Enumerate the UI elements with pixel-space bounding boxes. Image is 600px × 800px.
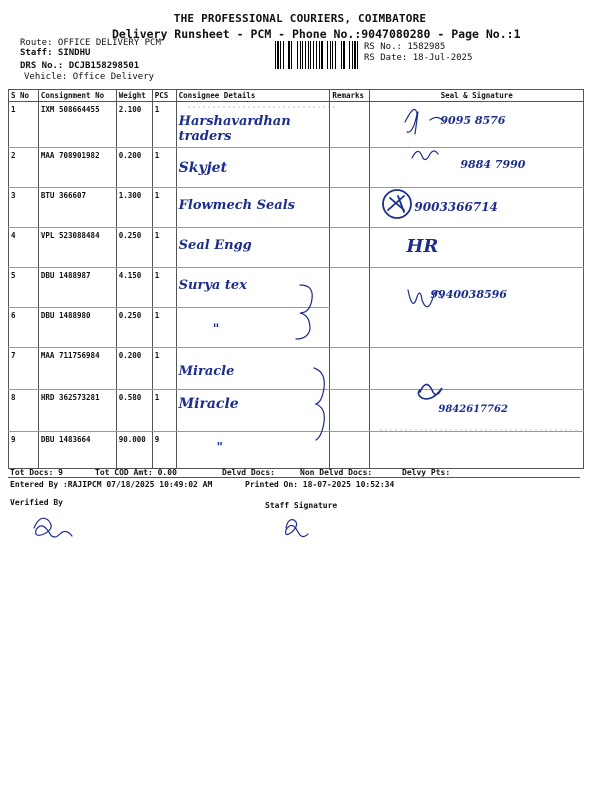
cell-weight: 0.250 (116, 228, 152, 268)
col-remarks: Remarks (330, 90, 370, 102)
cell-consignee: " (176, 308, 330, 348)
cell-weight: 0.580 (116, 390, 152, 432)
cell-pcs: 1 (152, 348, 176, 390)
verified-by-label: Verified By (10, 498, 63, 507)
cell-sno: 1 (9, 102, 39, 148)
staff-signature (286, 520, 308, 537)
signature-row2 (412, 151, 438, 160)
cell-consignment: MAA 711756984 (38, 348, 116, 390)
cell-sno: 2 (9, 148, 39, 188)
col-pcs: PCS (152, 90, 176, 102)
cell-pcs: 1 (152, 188, 176, 228)
total-cod-amount: Tot COD Amt: 0.00 (95, 468, 177, 477)
cell-consignment: IXM 508664455 (38, 102, 116, 148)
total-docs: Tot Docs: 9 (10, 468, 63, 477)
cell-pcs: 1 (152, 148, 176, 188)
cell-pcs: 1 (152, 390, 176, 432)
cell-consignment: VPL 523088484 (38, 228, 116, 268)
route-label: Route: OFFICE DELIVERY PCM (20, 38, 161, 48)
vehicle-label: Vehicle: Office Delivery (24, 72, 155, 82)
col-consignment: Consignment No (38, 90, 116, 102)
signature-row5 (408, 290, 442, 307)
cell-signature: 9095 8576 (370, 102, 584, 148)
cell-signature: 9842617762 (370, 390, 584, 432)
cell-signature: HR (370, 228, 584, 268)
cell-sno: 9 (9, 432, 39, 469)
printed-on: Printed On: 18-07-2025 10:52:34 (245, 480, 395, 489)
brace-row5-6 (296, 285, 312, 339)
cell-consignment: MAA 708901982 (38, 148, 116, 188)
rs-date: RS Date: 18-Jul-2025 (364, 53, 473, 63)
cell-consignment: DBU 1488987 (38, 268, 116, 308)
entered-by: Entered By :RAJIPCM 07/18/2025 10:49:02 AM (10, 480, 213, 489)
cell-sno: 8 (9, 390, 39, 432)
cell-pcs: 1 (152, 102, 176, 148)
cell-consignment: BTU 366607 (38, 188, 116, 228)
stamp-row3-mark (388, 196, 404, 212)
cell-weight: 0.200 (116, 148, 152, 188)
company-name: THE PROFESSIONAL COURIERS, COIMBATORE (173, 12, 427, 25)
cell-consignment: HRD 362573281 (38, 390, 116, 432)
signature-row8 (418, 384, 442, 398)
cell-sno: 6 (9, 308, 39, 348)
drs-number: DRS No.: DCJB158298501 (20, 61, 140, 71)
cell-consignment: DBU 1488980 (38, 308, 116, 348)
runsheet-title: Delivery Runsheet - PCM - Phone No.:9047080280 - Page No.:1 (112, 27, 521, 41)
col-weight: Weight (116, 90, 152, 102)
rs-number: RS No.: 1582985 (364, 42, 446, 52)
cell-pcs: 1 (152, 228, 176, 268)
cell-signature: 9003366714 (370, 188, 584, 228)
brace-row7-8 (314, 368, 324, 440)
col-sno: S No (9, 90, 39, 102)
cell-sno: 4 (9, 228, 39, 268)
cell-sno: 7 (9, 348, 39, 390)
cell-consignee: Miracle (176, 390, 330, 432)
cell-consignee: Seal Engg (176, 228, 330, 268)
verified-by-signature (34, 518, 72, 537)
cell-consignee: " (176, 432, 330, 469)
col-consignee: Consignee Details (176, 90, 330, 102)
delivered-docs: Delvd Docs: (222, 468, 275, 477)
cell-sno: 3 (9, 188, 39, 228)
cell-consignee: Flowmech Seals (176, 188, 330, 228)
cell-weight: 4.150 (116, 268, 152, 308)
cell-consignee: Surya tex (176, 268, 330, 308)
staff-signature-label: Staff Signature (265, 501, 338, 510)
non-delivered-docs: Non Delvd Docs: (300, 468, 373, 477)
cell-consignee: Harshavardhan traders (176, 102, 330, 148)
cell-pcs: 9 (152, 432, 176, 469)
cell-weight: 0.200 (116, 348, 152, 390)
cell-consignment: DBU 1483664 (38, 432, 116, 469)
cell-weight: 2.100 (116, 102, 152, 148)
cell-weight: 1.300 (116, 188, 152, 228)
footer-divider (8, 477, 580, 478)
staff-label: Staff: SINDHU (20, 48, 91, 58)
cell-pcs: 1 (152, 308, 176, 348)
cell-weight: 0.250 (116, 308, 152, 348)
delivery-points: Delvy Pts: (402, 468, 451, 477)
signature-row1 (405, 110, 444, 135)
cell-consignee: Miracle (176, 348, 330, 390)
cell-signature: 9940038596 (370, 268, 584, 308)
cell-signature: 9884 7990 (370, 148, 584, 188)
cell-sno: 5 (9, 268, 39, 308)
cell-pcs: 1 (152, 268, 176, 308)
cell-weight: 90.000 (116, 432, 152, 469)
cell-consignee: Skyjet (176, 148, 330, 188)
col-signature: Seal & Signature (370, 90, 584, 102)
